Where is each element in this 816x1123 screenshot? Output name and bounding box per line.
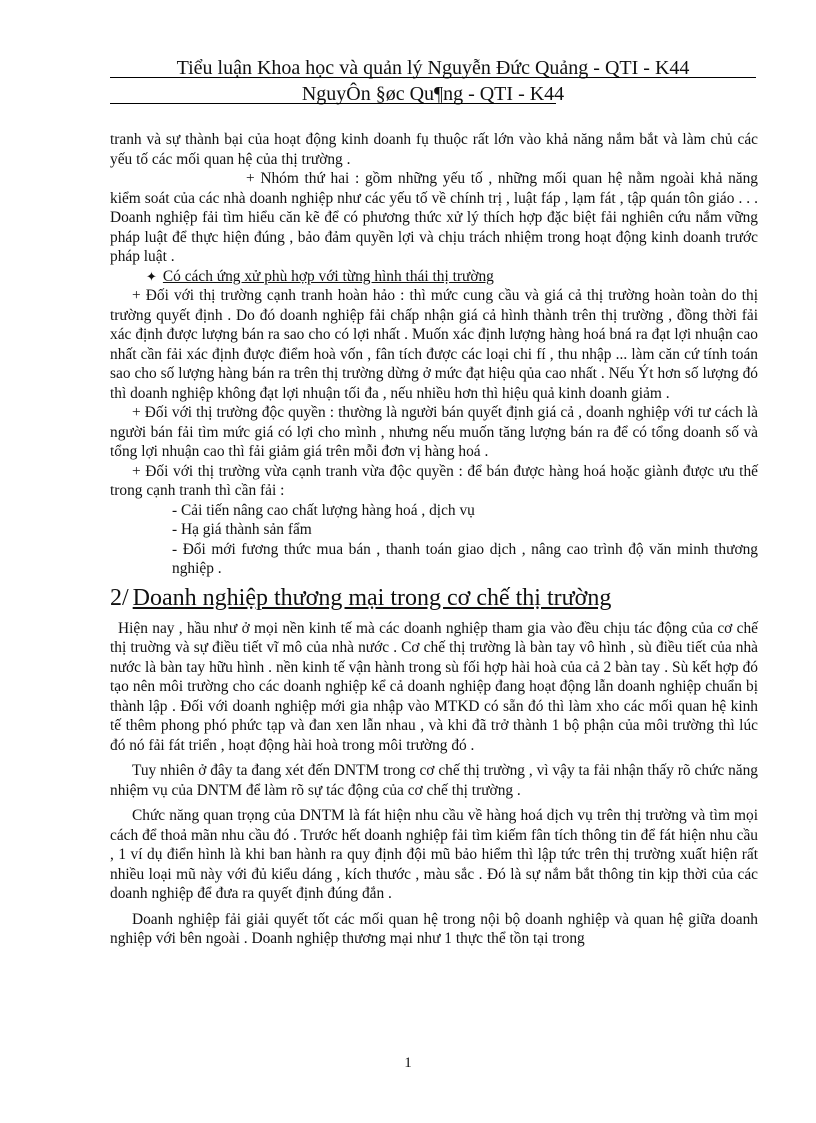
paragraph: + Đối với thị trường cạnh tranh hoàn hảo : thì mức cung cầu và giá cả thị trường hoàn toàn do thị trường quyết định . Do đó doanh nghiệp fải chấp nhận giá cả hình thành trên thị trường , đồng thời fải xác định được lượng bán ra sao cho có lợi nhất . Muốn xác định lượng hàng hoá bná ra đạt lợi nhuận cao nhất cần fải xác định được điểm hoà vốn , fân tích được các loại chi fí , thu nhập ... làm căn cứ tính toán sao cho số lượng hàng bán ra trên thị trường dừng ở mức đạt hiệu qủa cao nhất . Nếu Ýt hơn số lượng đó thì doanh nghiệp không đạt lợi nhuận tối đa , nếu nhiều hơn thì hiệu quả kinh doanh giảm . bbox=[110, 287, 758, 402]
running-header-title: Tiểu luận Khoa học và quản lý Nguyễn Đức Quảng - QTI - K44 bbox=[176, 57, 690, 79]
paragraph: + Đối với thị trường độc quyền : thường là người bán quyết định giá cả , doanh nghiệp với tư cách là người bán fải tìm mức giá có lợi cho mình , nhưng nếu muốn tăng lượng bán ra để có tổng doanh số và tổng lợi nhuận cao thì fải giảm giá trên mỗi đơn vị hàng hoá . bbox=[110, 404, 758, 460]
section-heading bbox=[110, 581, 758, 615]
paragraph: Tuy nhiên ở đây ta đang xét đến DNTM trong cơ chế thị trường , vì vậy ta fải nhận thấy rõ chức năng nhiệm vụ của DNTM để làm rõ sự tác động của cơ chế thị trường . bbox=[110, 762, 758, 799]
section-title: Doanh nghiệp thương mại trong cơ chế thị trường bbox=[132, 584, 612, 611]
header-rule bbox=[110, 77, 756, 78]
paragraph: Hiện nay , hầu như ở mọi nền kinh tế mà các doanh nghiệp tham gia vào đều chịu tác động của cơ chế thị truờng và sự điều tiết vĩ mô của nhà nước . Cơ chế thị trường là bàn tay vô hình , sù điều tiết của nhà nước là bàn tay hữu hình . nền kinh tế vận hành trong sù fối hợp hài hoà của cả 2 bàn tay . Sù kết hợp đó tạo nên môi trường cho các doanh nghiệp kể cả doanh nghiệp đang hoạt động lẫn doanh nghiệp chuẩn bị thành lập . Đối với doanh nghiệp mới gia nhập vào MTKD có sẵn đó thì làm xho các mối quan hệ kinh tế thêm phong phó phức tạp và đan xen lẫn nhau , và khi đã trở thành 1 bộ phận của môi trường thì lúc đó nó fải fát triển , hoạt động hài hoà trong môi trường đó . bbox=[110, 619, 758, 754]
running-header-author: NguyÔn §øc Qu¶ng - QTI - K44 bbox=[301, 83, 565, 105]
section-number: 2/ bbox=[110, 584, 129, 611]
paragraph: Chức năng quan trọng của DNTM là fát hiện nhu cầu về hàng hoá dịch vụ trên thị trường và tìm mọi cách để thoả mãn nhu cầu đó . Trước hết doanh nghiệp fải tìm kiếm fân tích thông tin để fát hiện nhu cầu , 1 ví dụ điển hình là khi ban hành ra quy định đội mũ bảo hiểm thì lập tức trên thị trường xuất hiện rất nhiều loại mũ này với đủ kiểu dáng , kích thước , màu sắc . Đó là sự nắm bắt thông tin kịp thời của các doanh nghiệp để đưa ra quyết định đúng đắn . bbox=[110, 807, 758, 902]
paragraph: + Đối với thị trường vừa cạnh tranh vừa độc quyền : để bán được hàng hoá hoặc giành được ưu thế trong cạnh tranh thì cần fải : bbox=[110, 462, 758, 499]
bullet-heading bbox=[146, 267, 758, 287]
paragraph: Doanh nghiệp fải giải quyết tốt các mối quan hệ trong nội bộ doanh nghiệp và quan hệ giữa doanh nghiệp với bên ngoài . Doanh nghiệp thương mại như 1 thực thể tồn tại trong bbox=[110, 910, 758, 947]
list-item: - Cải tiến nâng cao chất lượng hàng hoá , dịch vụ bbox=[172, 501, 475, 519]
paragraph: + Nhóm thứ hai : gồm những yếu tố , những mối quan hệ nằm ngoài khả năng kiểm soát của các nhà doanh nghiệp như các yếu tố về chính trị , luật fáp , lạm fát , tập quán tôn giáo . . . Doanh nghiệp fải tìm hiểu căn kẽ để có phương thức xử lý thích hợp đặc biệt fải nghiên cứu nắm vững pháp luật để thực hiện đúng , bảo đảm quyền lợi và chịu trách nhiệm trong hoạt động kinh doanh trước pháp luật . bbox=[110, 170, 758, 265]
document-body bbox=[110, 130, 758, 949]
header-rule-short bbox=[110, 103, 556, 104]
list-item: - Hạ giá thành sản fẩm bbox=[172, 521, 312, 538]
bullet-heading-text: Có cách ứng xử phù hợp với từng hình thái thị trường bbox=[162, 267, 494, 285]
paragraph: tranh và sự thành bại của hoạt động kinh doanh fụ thuộc rất lớn vào khả năng nắm bắt và làm chủ các yếu tố các mối quan hệ của thị trường . bbox=[110, 131, 758, 168]
diamond-bullet-icon: ✦ bbox=[146, 268, 157, 284]
page-number: 1 bbox=[404, 1055, 412, 1071]
list-item: - Đổi mới fương thức mua bán , thanh toán giao dịch , nâng cao trình độ văn minh thương nghiệp . bbox=[172, 540, 758, 577]
